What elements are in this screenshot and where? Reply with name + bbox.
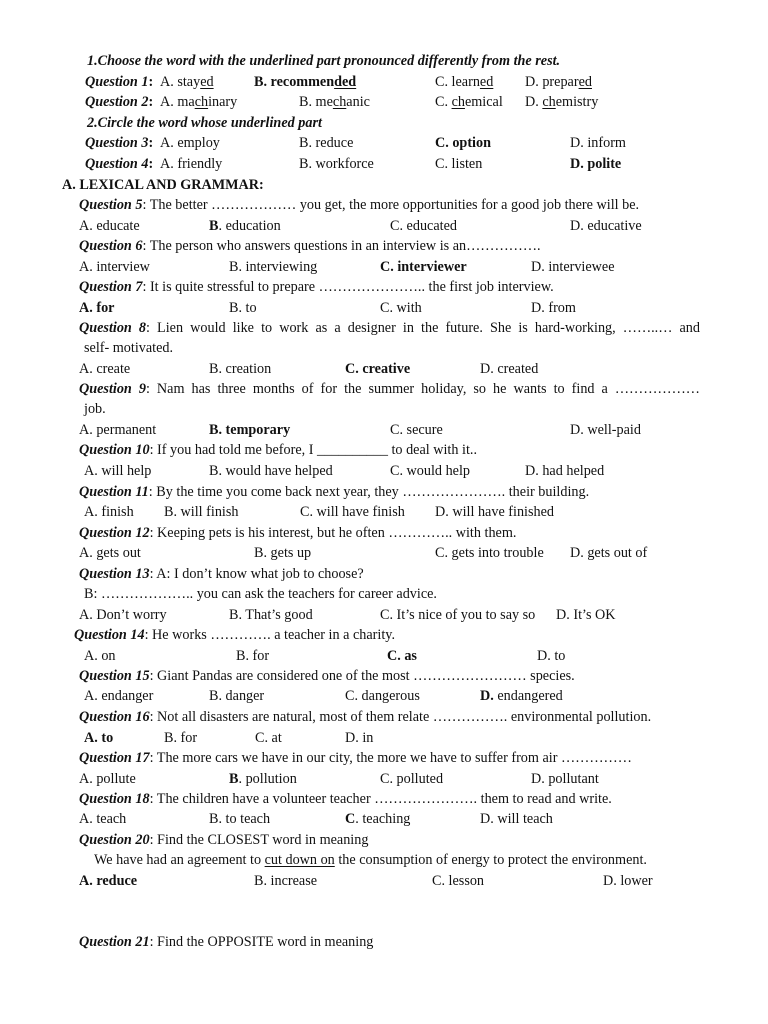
question-13: Question 13: A: I don’t know what job to choose?: [79, 566, 364, 582]
question-13-continued: B: ……………….. you can ask the teachers for career advice.: [84, 586, 437, 602]
q18-option-c: C. teaching: [345, 811, 411, 827]
question-17: Question 17: The more cars we have in our city, the more we have to suffer from air ……………: [79, 750, 632, 766]
q16-option-d: D. in: [345, 730, 374, 746]
q4-option-c: C. listen: [435, 156, 483, 172]
q6-option-b: B. interviewing: [229, 259, 318, 275]
question-18: Question 18: The children have a volunteer teacher …………………. them to read and write.: [79, 791, 612, 807]
q9-option-b: B. temporary: [209, 422, 291, 438]
q17-option-b: B. pollution: [229, 771, 297, 787]
q3-option-a: A. employ: [160, 135, 220, 151]
q16-option-a: A. to: [84, 730, 114, 746]
q17-option-d: D. pollutant: [531, 771, 599, 787]
q10-option-b: B. would have helped: [209, 463, 333, 479]
q10-option-d: D. had helped: [525, 463, 605, 479]
question-5: Question 5: The better ……………… you get, the more opportunities for a good job there will be.: [79, 197, 640, 213]
q1-option-a: A. stayed: [160, 74, 214, 90]
q10-option-a: A. will help: [84, 463, 152, 479]
q9-option-a: A. permanent: [79, 422, 157, 438]
question-9: Question 9: Nam has three months of for the summer holiday, so he wants to find a ………………: [79, 381, 700, 397]
q15-option-a: A. endanger: [84, 688, 154, 704]
q15-option-c: C. dangerous: [345, 688, 420, 704]
question-8: Question 8: Lien would like to work as a designer in the future. She is hard-working, ……..… and: [79, 320, 700, 336]
question-15: Question 15: Giant Pandas are considered one of the most …………………… species.: [79, 668, 575, 684]
q1-option-c: C. learned: [435, 74, 494, 90]
q4-option-b: B. workforce: [299, 156, 374, 172]
q8-option-b: B. creation: [209, 361, 272, 377]
q7-option-a: A. for: [79, 300, 115, 316]
question-11: Question 11: By the time you come back next year, they …………………. their building.: [79, 484, 590, 500]
q18-option-b: B. to teach: [209, 811, 271, 827]
q1-option-d: D. prepared: [525, 74, 592, 90]
q5-option-a: A. educate: [79, 218, 140, 234]
q3-option-b: B. reduce: [299, 135, 354, 151]
q20-option-b: B. increase: [254, 873, 318, 889]
q14-option-b: B. for: [236, 648, 270, 664]
q16-option-c: C. at: [255, 730, 282, 746]
q6-option-d: D. interviewee: [531, 259, 615, 275]
q11-option-d: D. will have finished: [435, 504, 554, 520]
q8-option-d: D. created: [480, 361, 539, 377]
q18-option-a: A. teach: [79, 811, 127, 827]
question-20-sentence: We have had an agreement to cut down on the consumption of energy to protect the environment.: [94, 852, 647, 868]
q7-option-b: B. to: [229, 300, 257, 316]
section-2-instruction: 2.Circle the word whose underlined part: [87, 115, 322, 131]
q17-option-a: A. pollute: [79, 771, 136, 787]
q20-option-a: A. reduce: [79, 873, 138, 889]
question-8-continued: self- motivated.: [84, 340, 174, 356]
q15-option-b: B. danger: [209, 688, 265, 704]
q8-option-c: C. creative: [345, 361, 411, 377]
answer-blank: __________: [317, 442, 388, 458]
section-a-heading: A. LEXICAL AND GRAMMAR:: [62, 177, 264, 193]
q1-option-b: B. recommended: [254, 74, 357, 90]
q9-option-c: C. secure: [390, 422, 443, 438]
question-6: Question 6: The person who answers questions in an interview is an…………….: [79, 238, 541, 254]
question-7: Question 7: It is quite stressful to prepare ………………….. the first job interview.: [79, 279, 554, 295]
q4-option-a: A. friendly: [160, 156, 223, 172]
question-3: Question 3:: [85, 135, 154, 151]
q7-option-d: D. from: [531, 300, 576, 316]
question-1: Question 1:: [85, 74, 154, 90]
q10-option-c: C. would help: [390, 463, 470, 479]
q16-option-b: B. for: [164, 730, 198, 746]
question-12: Question 12: Keeping pets is his interest, but he often ………….. with them.: [79, 525, 517, 541]
q12-option-b: B. gets up: [254, 545, 312, 561]
question-10: Question 10: If you had told me before, I __________ to deal with it..: [79, 442, 477, 458]
q5-option-b: B. education: [209, 218, 281, 234]
q15-option-d: D. endangered: [480, 688, 563, 704]
q6-option-a: A. interview: [79, 259, 150, 275]
question-14: Question 14: He works …………. a teacher in a charity.: [74, 627, 395, 643]
q13-option-d: D. It’s OK: [556, 607, 616, 623]
question-2: Question 2:: [85, 94, 154, 110]
question-16: Question 16: Not all disasters are natural, most of them relate ……………. environmental pollution.: [79, 709, 652, 725]
q17-option-c: C. polluted: [380, 771, 444, 787]
q8-option-a: A. create: [79, 361, 131, 377]
q13-option-b: B. That’s good: [229, 607, 313, 623]
q11-option-b: B. will finish: [164, 504, 239, 520]
q14-option-a: A. on: [84, 648, 116, 664]
q13-option-c: C. It’s nice of you to say so: [380, 607, 536, 623]
q2-option-a: A. machinary: [160, 94, 238, 110]
question-label: Question 1: [85, 74, 149, 90]
q18-option-d: D. will teach: [480, 811, 553, 827]
q7-option-c: C. with: [380, 300, 422, 316]
q12-option-c: C. gets into trouble: [435, 545, 544, 561]
q5-option-d: D. educative: [570, 218, 642, 234]
q11-option-a: A. finish: [84, 504, 134, 520]
q20-option-d: D. lower: [603, 873, 653, 889]
q12-option-a: A. gets out: [79, 545, 141, 561]
question-20: Question 20: Find the CLOSEST word in meaning: [79, 832, 369, 848]
q20-option-c: C. lesson: [432, 873, 485, 889]
q14-option-d: D. to: [537, 648, 566, 664]
q14-option-c: C. as: [387, 648, 417, 664]
q2-option-c: C. chemical: [435, 94, 503, 110]
q11-option-c: C. will have finish: [300, 504, 405, 520]
q13-option-a: A. Don’t worry: [79, 607, 167, 623]
section-1-instruction: 1.Choose the word with the underlined part pronounced differently from the rest.: [87, 53, 561, 69]
q6-option-c: C. interviewer: [380, 259, 467, 275]
q2-option-b: B. mechanic: [299, 94, 370, 110]
q12-option-d: D. gets out of: [570, 545, 648, 561]
question-21: Question 21: Find the OPPOSITE word in meaning: [79, 934, 374, 950]
question-9-continued: job.: [84, 401, 106, 417]
q9-option-d: D. well-paid: [570, 422, 641, 438]
question-4: Question 4:: [85, 156, 154, 172]
q3-option-c: C. option: [435, 135, 491, 151]
q2-option-d: D. chemistry: [525, 94, 599, 110]
q5-option-c: C. educated: [390, 218, 457, 234]
q4-option-d: D. polite: [570, 156, 622, 172]
q3-option-d: D. inform: [570, 135, 626, 151]
